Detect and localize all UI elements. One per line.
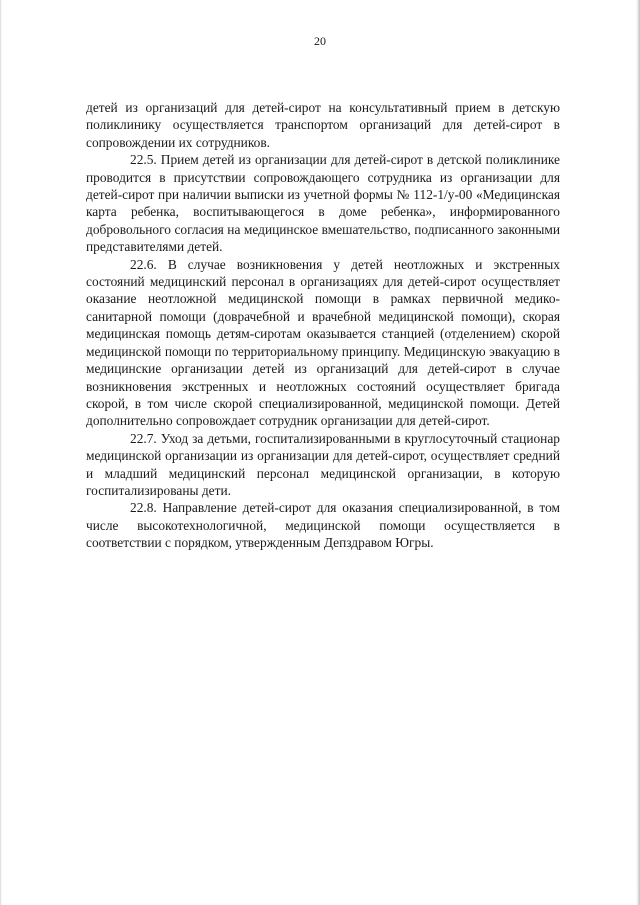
paragraph-22-6: 22.6. В случае возникновения у детей неотложных и экстренных состояний медицинский персонал в организациях для детей-сирот осуществляет оказание неотложной медицинской помощи в рамках первичной медико-санитарной помощи (доврачебной и врачебной медицинской помощи), скорая медицинская помощь детям-сиротам оказывается станцией (отделением) скорой медицинской помощи по территориальному принципу. Медицинскую эвакуацию в медицинские организации детей из организаций для детей-сирот в случае возникновения экстренных и неотложных состояний осуществляет бригада скорой, в том числе скорой специализированной, медицинской помощи. Детей дополнительно сопровождает сотрудник организации для детей-сирот. (86, 256, 560, 429)
paragraph-continuation: детей из организаций для детей-сирот на консультативный прием в детскую поликлинику осуществляется транспортом организаций для детей-сирот в сопровождении их сотрудников. (86, 100, 560, 150)
document-body (86, 99, 560, 552)
page-number: 20 (314, 34, 326, 48)
paragraph-22-8: 22.8. Направление детей-сирот для оказания специализированной, в том числе высокотехнологичной, медицинской помощи осуществляется в соответствии с порядком, утвержденным Депздравом Югры. (86, 500, 560, 551)
paragraph-22-5: 22.5. Прием детей из организации для детей-сирот в детской поликлинике проводится в присутствии сопровождающего сотрудника из организации для детей-сирот при наличии выписки из учетной формы № 112-1/у-00 «Медицинская карта ребенка, воспитывающегося в доме ребенка», информированного добровольного согласия на медицинское вмешательство, подписанного законными представителями детей. (86, 152, 560, 255)
paragraph-22-7: 22.7. Уход за детьми, госпитализированными в круглосуточный стационар медицинской организации из организации для детей-сирот, осуществляет средний и младший медицинский персонал медицинской организации, в которую госпитализированы дети. (86, 430, 560, 498)
scan-left-edge (0, 0, 2, 905)
scan-right-edge (636, 0, 640, 905)
